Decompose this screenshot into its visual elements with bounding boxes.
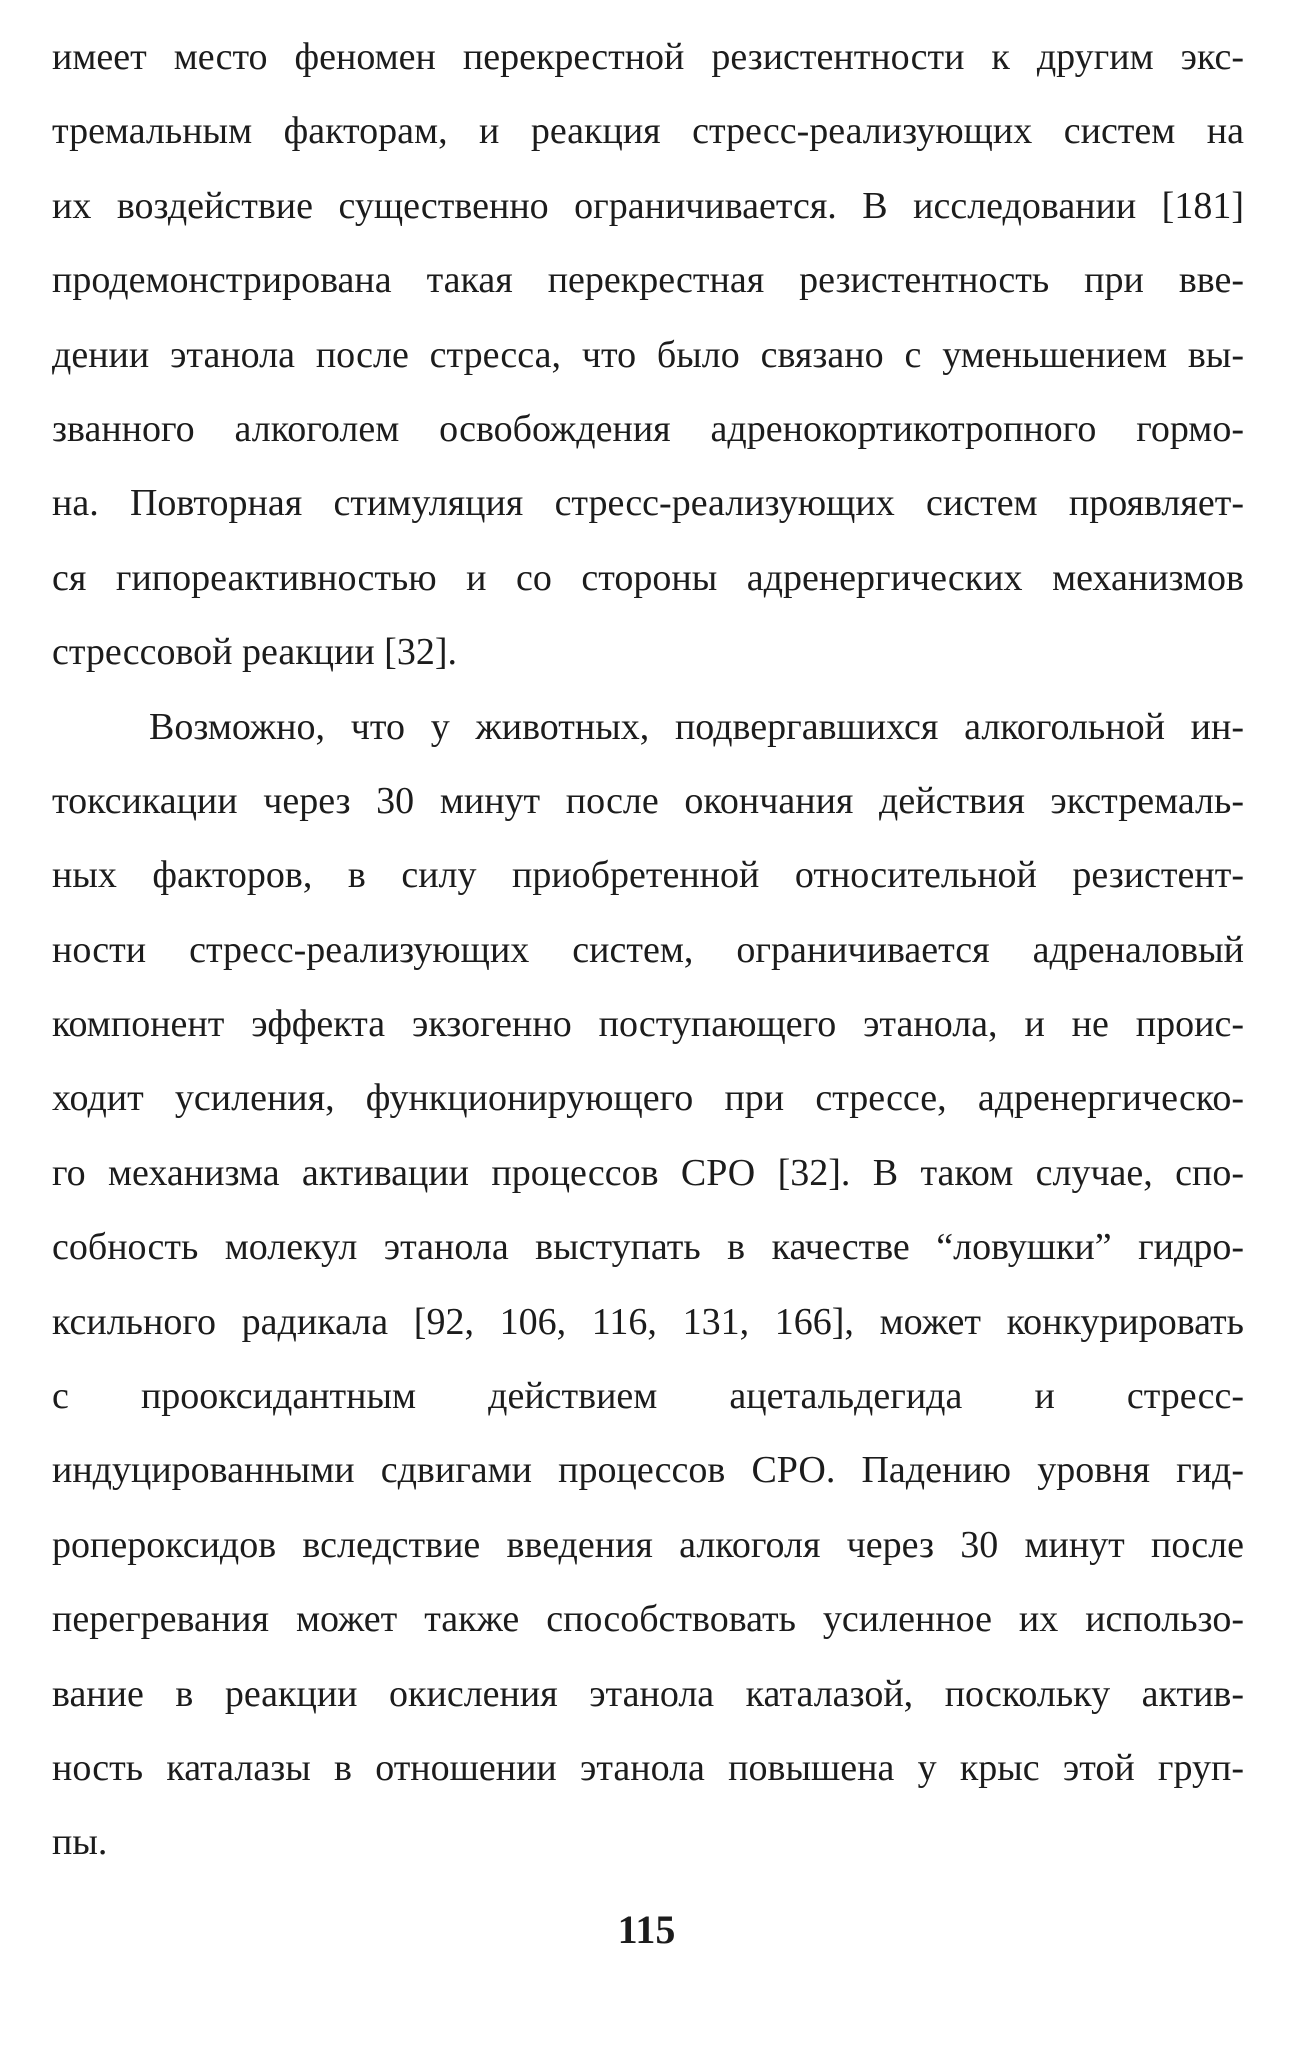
text-line: имеет место феномен перекрестной резистентности к другим экс- (52, 36, 1244, 78)
text-line: стрессовой реакции [32]. (52, 631, 457, 674)
text-line: перегревания может также способствовать усиленное их использо- (52, 1598, 1244, 1641)
text-line: ся гипореактивностью и со стороны адренергических механизмов (52, 556, 1244, 599)
text-line: ксильного радикала [92, 106, 116, 131, 166], может конкурировать (52, 1300, 1244, 1343)
text-line: го механизма активации процессов СРО [32]. В таком случае, спо- (52, 1151, 1244, 1194)
text-line: ходит усиления, функционирующего при стрессе, адренергическо- (52, 1077, 1244, 1120)
text-line: индуцированными сдвигами процессов СРО. Падению уровня гид- (52, 1449, 1244, 1492)
text-line: продемонстрирована такая перекрестная резистентность при вве- (52, 259, 1244, 302)
text-line: токсикации через 30 минут после окончания действия экстремаль- (52, 779, 1244, 822)
text-line: собность молекул этанола выступать в качестве “ловушки” гидро- (52, 1226, 1244, 1269)
body-text (52, 20, 1244, 1880)
text-line: пы. (52, 1821, 108, 1864)
text-line: ность каталазы в отношении этанола повышена у крыс этой груп- (52, 1746, 1244, 1789)
text-line: тремальным факторам, и реакция стресс-реализующих систем на (52, 110, 1244, 153)
text-line: ных факторов, в силу приобретенной относительной резистент- (52, 854, 1244, 897)
text-line: ропероксидов вследствие введения алкоголя через 30 минут после (52, 1523, 1244, 1566)
page-number: 115 (617, 1907, 676, 1952)
text-line: на. Повторная стимуляция стресс-реализующих систем проявляет- (52, 482, 1244, 525)
text-line: Возможно, что у животных, подвергавшихся алкогольной ин- (149, 705, 1244, 748)
text-line: званного алкоголем освобождения адренокортикотропного гормо- (52, 407, 1244, 450)
paragraph-1 (52, 20, 1244, 690)
text-line: их воздействие существенно ограничивается. В исследовании [181] (52, 184, 1244, 227)
paragraph-2 (52, 690, 1244, 1880)
text-line: компонент эффекта экзогенно поступающего этанола, и не проис- (52, 1003, 1244, 1046)
text-line: с прооксидантным действием ацетальдегида и стресс- (52, 1375, 1244, 1418)
text-line: ности стресс-реализующих систем, ограничивается адреналовый (52, 928, 1244, 971)
text-line: вание в реакции окисления этанола каталазой, поскольку актив- (52, 1672, 1244, 1715)
text-line: дении этанола после стресса, что было связано с уменьшением вы- (52, 333, 1244, 376)
